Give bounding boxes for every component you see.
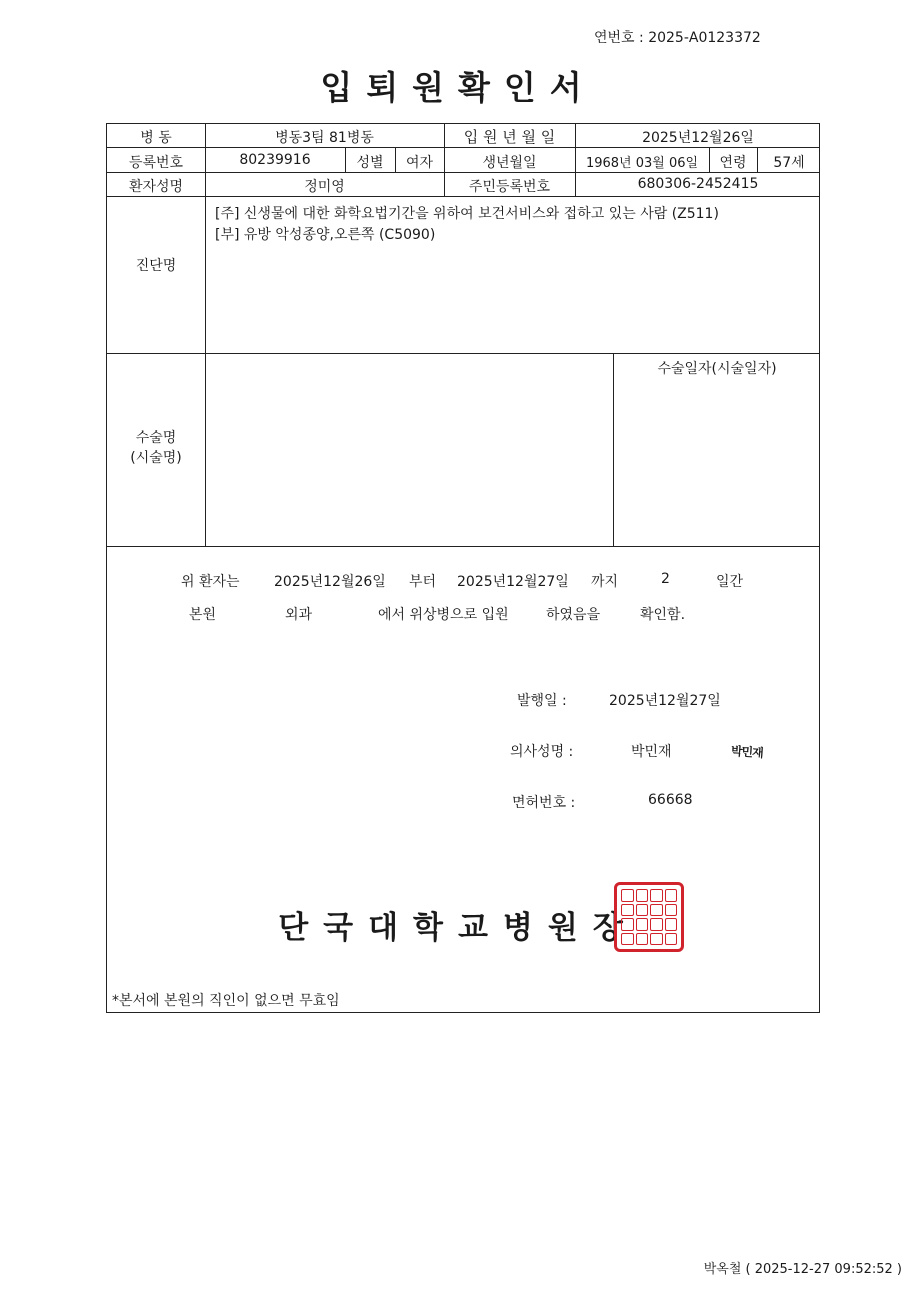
surgery-label-line2: (시술명) <box>130 450 182 466</box>
statement-confirm: 확인함. <box>640 607 686 623</box>
doctor-signature: 박민재 <box>730 743 764 761</box>
doctor-label: 의사성명 : <box>510 744 574 760</box>
statement-prefix: 위 환자는 <box>181 574 240 590</box>
document-title: 입퇴원확인서 <box>320 68 596 107</box>
hospital-seal-icon <box>614 882 684 952</box>
statement-did: 하였음을 <box>546 607 601 623</box>
printed-by: 박옥철 ( 2025-12-27 09:52:52 ) <box>703 1262 902 1277</box>
sex-value: 여자 <box>405 155 434 171</box>
statement-middle: 에서 위상병으로 입원 <box>378 607 509 623</box>
statement-from-date: 2025년12월26일 <box>274 574 386 590</box>
rrn-label: 주민등록번호 <box>468 179 551 195</box>
issue-date-label: 발행일 : <box>517 693 567 709</box>
issue-date-value: 2025년12월27일 <box>609 693 721 709</box>
hospital-name: 단국대학교병원장 <box>278 910 638 946</box>
license-label: 면허번호 : <box>512 795 576 811</box>
patient-name-label: 환자성명 <box>128 179 184 195</box>
diagnosis-label: 진단명 <box>135 258 177 274</box>
certificate-form <box>106 123 820 1013</box>
ward-value: 병동3팀 81병동 <box>275 130 374 146</box>
surgery-date-label: 수술일자(시술일자) <box>657 361 777 377</box>
birth-value: 1968년 03월 06일 <box>585 156 699 171</box>
ward-label: 병 동 <box>140 130 172 146</box>
diagnosis-primary: [주] 신생물에 대한 화학요법기간을 위하여 보건서비스와 접하고 있는 사람 (Z511) <box>215 206 719 222</box>
patient-name-value: 정미영 <box>304 179 345 195</box>
diagnosis-secondary: [부] 유방 악성종양,오른쪽 (C5090) <box>215 227 436 243</box>
age-label: 연령 <box>719 155 747 171</box>
doctor-value: 박민재 <box>631 744 672 760</box>
diagnosis-text <box>215 204 719 246</box>
rrn-value: 680306-2452415 <box>637 176 759 192</box>
surgery-label-line1: 수술명 <box>135 430 177 446</box>
statement-days: 2 <box>661 571 670 587</box>
admit-date-label: 입 원 년 월 일 <box>463 128 556 146</box>
statement-to-date: 2025년12월27일 <box>457 574 569 590</box>
statement-to-word: 까지 <box>591 574 619 590</box>
serial-number <box>594 27 761 47</box>
sex-label: 성별 <box>356 155 384 171</box>
age-value: 57세 <box>773 155 805 171</box>
reg-no-value: 80239916 <box>239 152 311 168</box>
surgery-label <box>107 428 205 468</box>
birth-label: 생년월일 <box>482 155 537 171</box>
license-value: 66668 <box>648 792 693 808</box>
statement-days-word: 일간 <box>716 574 744 590</box>
statement-place: 본원 <box>189 607 217 623</box>
reg-no-label: 등록번호 <box>128 155 184 171</box>
statement-dept: 외과 <box>285 607 313 623</box>
admit-date-value: 2025년12월26일 <box>642 130 754 146</box>
serial-value: 2025-A0123372 <box>648 30 761 46</box>
statement-from-word: 부터 <box>409 574 437 590</box>
serial-label: 연번호 : <box>594 30 644 46</box>
validity-note: *본서에 본원의 직인이 없으면 무효임 <box>112 993 340 1009</box>
